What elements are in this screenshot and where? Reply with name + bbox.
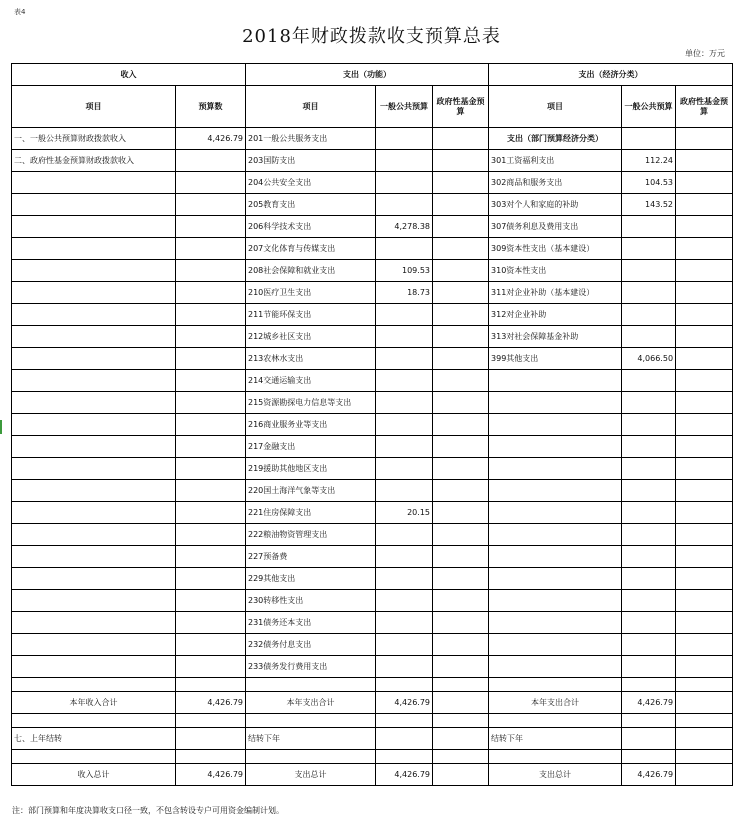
grand-total-row-income-value: 4,426.79 <box>176 764 246 786</box>
totals-row-econ-fund <box>676 692 733 714</box>
func-general-cell <box>376 348 433 370</box>
income-item-cell <box>12 216 176 238</box>
econ-fund-cell <box>676 172 733 194</box>
func-general-cell <box>376 612 433 634</box>
econ-fund-cell <box>676 502 733 524</box>
carry-row <box>12 728 733 750</box>
income-budget-cell <box>176 194 246 216</box>
income-item-cell <box>12 590 176 612</box>
func-general-cell <box>376 238 433 260</box>
econ-item-cell <box>489 524 622 546</box>
econ-general-cell <box>622 590 676 612</box>
spacer-row <box>12 750 733 764</box>
income-item-cell <box>12 282 176 304</box>
econ-fund-cell <box>676 150 733 172</box>
table-row <box>12 480 733 502</box>
col-econ-general: 一般公共预算 <box>622 86 676 128</box>
econ-fund-cell <box>676 238 733 260</box>
econ-general-cell: 112.24 <box>622 150 676 172</box>
income-item-cell <box>12 326 176 348</box>
income-budget-cell <box>176 546 246 568</box>
income-budget-cell <box>176 502 246 524</box>
func-fund-cell <box>433 194 489 216</box>
econ-fund-cell <box>676 304 733 326</box>
func-fund-cell <box>433 590 489 612</box>
econ-fund-cell <box>676 194 733 216</box>
grand-total-row-econ-fund <box>676 764 733 786</box>
spacer-cell <box>176 750 246 764</box>
func-item-cell: 229其他支出 <box>246 568 376 590</box>
func-item-cell: 215资源勘探电力信息等支出 <box>246 392 376 414</box>
table-number-label: 表4 <box>14 8 26 16</box>
income-budget-cell <box>176 238 246 260</box>
func-item-cell: 232债务付息支出 <box>246 634 376 656</box>
spacer-cell <box>176 678 246 692</box>
grand-total-row <box>12 764 733 786</box>
econ-general-cell <box>622 634 676 656</box>
func-item-cell: 213农林水支出 <box>246 348 376 370</box>
spacer-cell <box>376 750 433 764</box>
table-row <box>12 414 733 436</box>
econ-fund-cell <box>676 370 733 392</box>
table-row <box>12 238 733 260</box>
func-general-cell <box>376 480 433 502</box>
table-row <box>12 568 733 590</box>
func-fund-cell <box>433 392 489 414</box>
header-expenditure-economic: 支出（经济分类） <box>489 64 733 86</box>
income-item-cell <box>12 612 176 634</box>
unit-label: 单位：万元 <box>685 49 725 58</box>
income-budget-cell: 4,426.79 <box>176 128 246 150</box>
econ-subheader-cell: 支出（部门预算经济分类） <box>489 128 622 150</box>
totals-row-func-fund <box>433 692 489 714</box>
econ-general-cell <box>622 238 676 260</box>
spacer-cell <box>676 750 733 764</box>
spacer-cell <box>489 714 622 728</box>
func-fund-cell <box>433 502 489 524</box>
econ-item-cell <box>489 612 622 634</box>
income-budget-cell <box>176 304 246 326</box>
econ-item-cell <box>489 568 622 590</box>
income-budget-cell <box>176 656 246 678</box>
income-item-cell <box>12 238 176 260</box>
func-general-cell <box>376 326 433 348</box>
func-item-cell: 211节能环保支出 <box>246 304 376 326</box>
income-item-cell <box>12 370 176 392</box>
grand-total-row-func-value: 4,426.79 <box>376 764 433 786</box>
income-item-cell <box>12 656 176 678</box>
func-general-cell <box>376 524 433 546</box>
econ-general-cell <box>622 282 676 304</box>
econ-fund-cell <box>676 392 733 414</box>
func-general-cell <box>376 370 433 392</box>
spacer-cell <box>12 678 176 692</box>
econ-general-cell <box>622 656 676 678</box>
spacer-cell <box>376 678 433 692</box>
table-row <box>12 304 733 326</box>
table-row <box>12 128 733 150</box>
table-row <box>12 502 733 524</box>
income-budget-cell <box>176 326 246 348</box>
grand-total-row-econ-value: 4,426.79 <box>622 764 676 786</box>
income-item-cell <box>12 568 176 590</box>
econ-general-cell: 104.53 <box>622 172 676 194</box>
income-item-cell: 一、一般公共预算财政拨款收入 <box>12 128 176 150</box>
econ-general-cell: 4,066.50 <box>622 348 676 370</box>
table-row <box>12 194 733 216</box>
spacer-cell <box>489 678 622 692</box>
func-fund-cell <box>433 304 489 326</box>
func-item-cell: 204公共安全支出 <box>246 172 376 194</box>
func-fund-cell <box>433 414 489 436</box>
econ-general-cell <box>622 392 676 414</box>
func-fund-cell <box>433 326 489 348</box>
spacer-cell <box>376 714 433 728</box>
econ-item-cell <box>489 480 622 502</box>
spacer-cell <box>622 750 676 764</box>
income-budget-cell <box>176 414 246 436</box>
income-item-cell <box>12 392 176 414</box>
spacer-cell <box>676 714 733 728</box>
econ-item-cell <box>489 656 622 678</box>
spacer-cell <box>246 750 376 764</box>
func-item-cell: 207文化体育与传媒支出 <box>246 238 376 260</box>
totals-row-income-label: 本年收入合计 <box>12 692 176 714</box>
carry-func-fund <box>433 728 489 750</box>
func-item-cell: 216商业服务业等支出 <box>246 414 376 436</box>
func-fund-cell <box>433 612 489 634</box>
func-general-cell: 4,278.38 <box>376 216 433 238</box>
income-budget-cell <box>176 216 246 238</box>
econ-item-cell <box>489 590 622 612</box>
econ-item-cell <box>489 502 622 524</box>
func-item-cell: 222粮油物资管理支出 <box>246 524 376 546</box>
spacer-cell <box>176 714 246 728</box>
econ-general-cell <box>622 436 676 458</box>
carry-econ-label: 结转下年 <box>489 728 622 750</box>
income-budget-cell <box>176 282 246 304</box>
econ-general-cell <box>622 216 676 238</box>
table-row <box>12 282 733 304</box>
income-item-cell <box>12 634 176 656</box>
func-item-cell: 233债务发行费用支出 <box>246 656 376 678</box>
econ-fund-cell <box>676 128 733 150</box>
func-general-cell <box>376 436 433 458</box>
func-fund-cell <box>433 238 489 260</box>
table-row <box>12 216 733 238</box>
econ-general-cell <box>622 612 676 634</box>
econ-fund-cell <box>676 634 733 656</box>
econ-item-cell: 312对企业补助 <box>489 304 622 326</box>
func-item-cell: 230转移性支出 <box>246 590 376 612</box>
func-general-cell <box>376 458 433 480</box>
econ-fund-cell <box>676 216 733 238</box>
table-row <box>12 546 733 568</box>
col-econ-fund: 政府性基金预算 <box>676 86 733 128</box>
income-item-cell <box>12 480 176 502</box>
table-row <box>12 436 733 458</box>
spacer-cell <box>433 750 489 764</box>
func-item-cell: 219援助其他地区支出 <box>246 458 376 480</box>
func-item-cell: 210医疗卫生支出 <box>246 282 376 304</box>
table-row <box>12 458 733 480</box>
table-row <box>12 392 733 414</box>
carry-econ-fund <box>676 728 733 750</box>
econ-item-cell: 310资本性支出 <box>489 260 622 282</box>
func-general-cell <box>376 172 433 194</box>
econ-fund-cell <box>676 348 733 370</box>
spacer-row <box>12 678 733 692</box>
econ-general-cell <box>622 458 676 480</box>
income-budget-cell <box>176 524 246 546</box>
econ-item-cell <box>489 458 622 480</box>
econ-item-cell <box>489 546 622 568</box>
econ-general-cell <box>622 502 676 524</box>
econ-general-cell <box>622 128 676 150</box>
func-fund-cell <box>433 128 489 150</box>
func-fund-cell <box>433 458 489 480</box>
econ-item-cell <box>489 634 622 656</box>
func-fund-cell <box>433 546 489 568</box>
func-general-cell: 20.15 <box>376 502 433 524</box>
econ-item-cell <box>489 370 622 392</box>
income-item-cell <box>12 458 176 480</box>
spacer-row <box>12 714 733 728</box>
econ-item-cell <box>489 392 622 414</box>
econ-item-cell: 307债务利息及费用支出 <box>489 216 622 238</box>
econ-fund-cell <box>676 612 733 634</box>
func-fund-cell <box>433 524 489 546</box>
table-row <box>12 524 733 546</box>
income-budget-cell <box>176 150 246 172</box>
totals-row-func-label: 本年支出合计 <box>246 692 376 714</box>
col-func-general: 一般公共预算 <box>376 86 433 128</box>
totals-row-econ-label: 本年支出合计 <box>489 692 622 714</box>
func-item-cell: 227预备费 <box>246 546 376 568</box>
header-income: 收入 <box>12 64 246 86</box>
income-item-cell <box>12 436 176 458</box>
budget-table <box>11 63 733 786</box>
econ-fund-cell <box>676 282 733 304</box>
income-item-cell <box>12 348 176 370</box>
income-budget-cell <box>176 590 246 612</box>
func-item-cell: 206科学技术支出 <box>246 216 376 238</box>
income-item-cell <box>12 414 176 436</box>
func-general-cell <box>376 568 433 590</box>
table-row <box>12 260 733 282</box>
econ-general-cell <box>622 546 676 568</box>
econ-fund-cell <box>676 458 733 480</box>
func-fund-cell <box>433 568 489 590</box>
func-general-cell <box>376 414 433 436</box>
func-general-cell <box>376 546 433 568</box>
func-item-cell: 203国防支出 <box>246 150 376 172</box>
table-row <box>12 150 733 172</box>
econ-fund-cell <box>676 546 733 568</box>
func-item-cell: 231债务还本支出 <box>246 612 376 634</box>
econ-general-cell <box>622 326 676 348</box>
carry-income-value <box>176 728 246 750</box>
func-fund-cell <box>433 282 489 304</box>
table-row <box>12 326 733 348</box>
spacer-cell <box>246 678 376 692</box>
econ-item-cell: 313对社会保障基金补助 <box>489 326 622 348</box>
carry-income-label: 七、上年结转 <box>12 728 176 750</box>
func-item-cell: 221住房保障支出 <box>246 502 376 524</box>
econ-fund-cell <box>676 326 733 348</box>
income-item-cell: 二、政府性基金预算财政拨款收入 <box>12 150 176 172</box>
econ-item-cell: 301工资福利支出 <box>489 150 622 172</box>
econ-fund-cell <box>676 436 733 458</box>
carry-econ-value <box>622 728 676 750</box>
func-item-cell: 205教育支出 <box>246 194 376 216</box>
func-item-cell: 212城乡社区支出 <box>246 326 376 348</box>
econ-item-cell: 309资本性支出（基本建设） <box>489 238 622 260</box>
econ-fund-cell <box>676 414 733 436</box>
econ-general-cell: 143.52 <box>622 194 676 216</box>
spacer-cell <box>12 750 176 764</box>
table-row <box>12 172 733 194</box>
econ-item-cell <box>489 436 622 458</box>
table-row <box>12 370 733 392</box>
footnote: 注：部门预算和年度决算收支口径一致，不包含转设专户可用资金编制计划。 <box>12 806 284 815</box>
econ-general-cell <box>622 370 676 392</box>
carry-func-value <box>376 728 433 750</box>
func-item-cell: 208社会保障和就业支出 <box>246 260 376 282</box>
func-general-cell <box>376 194 433 216</box>
carry-func-label: 结转下年 <box>246 728 376 750</box>
totals-row <box>12 692 733 714</box>
econ-fund-cell <box>676 568 733 590</box>
income-item-cell <box>12 304 176 326</box>
econ-general-cell <box>622 414 676 436</box>
totals-row-income-value: 4,426.79 <box>176 692 246 714</box>
func-fund-cell <box>433 436 489 458</box>
grand-total-row-func-fund <box>433 764 489 786</box>
income-budget-cell <box>176 348 246 370</box>
func-general-cell <box>376 590 433 612</box>
func-fund-cell <box>433 150 489 172</box>
func-general-cell <box>376 392 433 414</box>
econ-general-cell <box>622 568 676 590</box>
econ-fund-cell <box>676 480 733 502</box>
spacer-cell <box>12 714 176 728</box>
func-fund-cell <box>433 634 489 656</box>
income-budget-cell <box>176 480 246 502</box>
econ-general-cell <box>622 304 676 326</box>
income-item-cell <box>12 194 176 216</box>
spacer-cell <box>433 714 489 728</box>
grand-total-row-income-label: 收入总计 <box>12 764 176 786</box>
func-item-cell: 220国土海洋气象等支出 <box>246 480 376 502</box>
col-income-budget: 预算数 <box>176 86 246 128</box>
econ-item-cell <box>489 414 622 436</box>
func-item-cell: 217金融支出 <box>246 436 376 458</box>
table-row <box>12 348 733 370</box>
func-general-cell: 18.73 <box>376 282 433 304</box>
func-fund-cell <box>433 348 489 370</box>
econ-general-cell <box>622 524 676 546</box>
income-item-cell <box>12 524 176 546</box>
econ-item-cell: 399其他支出 <box>489 348 622 370</box>
income-budget-cell <box>176 458 246 480</box>
spacer-cell <box>622 678 676 692</box>
econ-item-cell: 302商品和服务支出 <box>489 172 622 194</box>
func-general-cell <box>376 150 433 172</box>
func-fund-cell <box>433 480 489 502</box>
spacer-cell <box>489 750 622 764</box>
func-fund-cell <box>433 172 489 194</box>
income-budget-cell <box>176 568 246 590</box>
econ-item-cell: 311对企业补助（基本建设） <box>489 282 622 304</box>
spacer-cell <box>246 714 376 728</box>
table-row <box>12 634 733 656</box>
totals-row-econ-value: 4,426.79 <box>622 692 676 714</box>
econ-fund-cell <box>676 524 733 546</box>
econ-general-cell <box>622 260 676 282</box>
income-item-cell <box>12 172 176 194</box>
income-budget-cell <box>176 436 246 458</box>
func-item-cell: 214交通运输支出 <box>246 370 376 392</box>
header-expenditure-function: 支出（功能） <box>246 64 489 86</box>
grand-total-row-econ-label: 支出总计 <box>489 764 622 786</box>
econ-item-cell: 303对个人和家庭的补助 <box>489 194 622 216</box>
grand-total-row-func-label: 支出总计 <box>246 764 376 786</box>
econ-fund-cell <box>676 260 733 282</box>
income-item-cell <box>12 260 176 282</box>
col-income-item: 项目 <box>12 86 176 128</box>
income-budget-cell <box>176 172 246 194</box>
table-row <box>12 612 733 634</box>
col-func-item: 项目 <box>246 86 376 128</box>
income-item-cell <box>12 546 176 568</box>
income-item-cell <box>12 502 176 524</box>
econ-fund-cell <box>676 590 733 612</box>
col-func-fund: 政府性基金预算 <box>433 86 489 128</box>
page-title: 2018年财政拨款收支预算总表 <box>242 26 501 47</box>
income-budget-cell <box>176 392 246 414</box>
func-general-cell <box>376 634 433 656</box>
totals-row-func-value: 4,426.79 <box>376 692 433 714</box>
table-row <box>12 656 733 678</box>
econ-fund-cell <box>676 656 733 678</box>
econ-general-cell <box>622 480 676 502</box>
func-general-cell <box>376 656 433 678</box>
func-fund-cell <box>433 370 489 392</box>
func-general-cell <box>376 128 433 150</box>
col-econ-item: 项目 <box>489 86 622 128</box>
func-fund-cell <box>433 216 489 238</box>
func-general-cell <box>376 304 433 326</box>
spacer-cell <box>622 714 676 728</box>
func-general-cell: 109.53 <box>376 260 433 282</box>
income-budget-cell <box>176 634 246 656</box>
spacer-cell <box>433 678 489 692</box>
func-fund-cell <box>433 656 489 678</box>
func-fund-cell <box>433 260 489 282</box>
income-budget-cell <box>176 612 246 634</box>
income-budget-cell <box>176 260 246 282</box>
spacer-cell <box>676 678 733 692</box>
income-budget-cell <box>176 370 246 392</box>
table-row <box>12 590 733 612</box>
selection-edge-marker <box>0 420 2 434</box>
func-item-cell: 201一般公共服务支出 <box>246 128 376 150</box>
